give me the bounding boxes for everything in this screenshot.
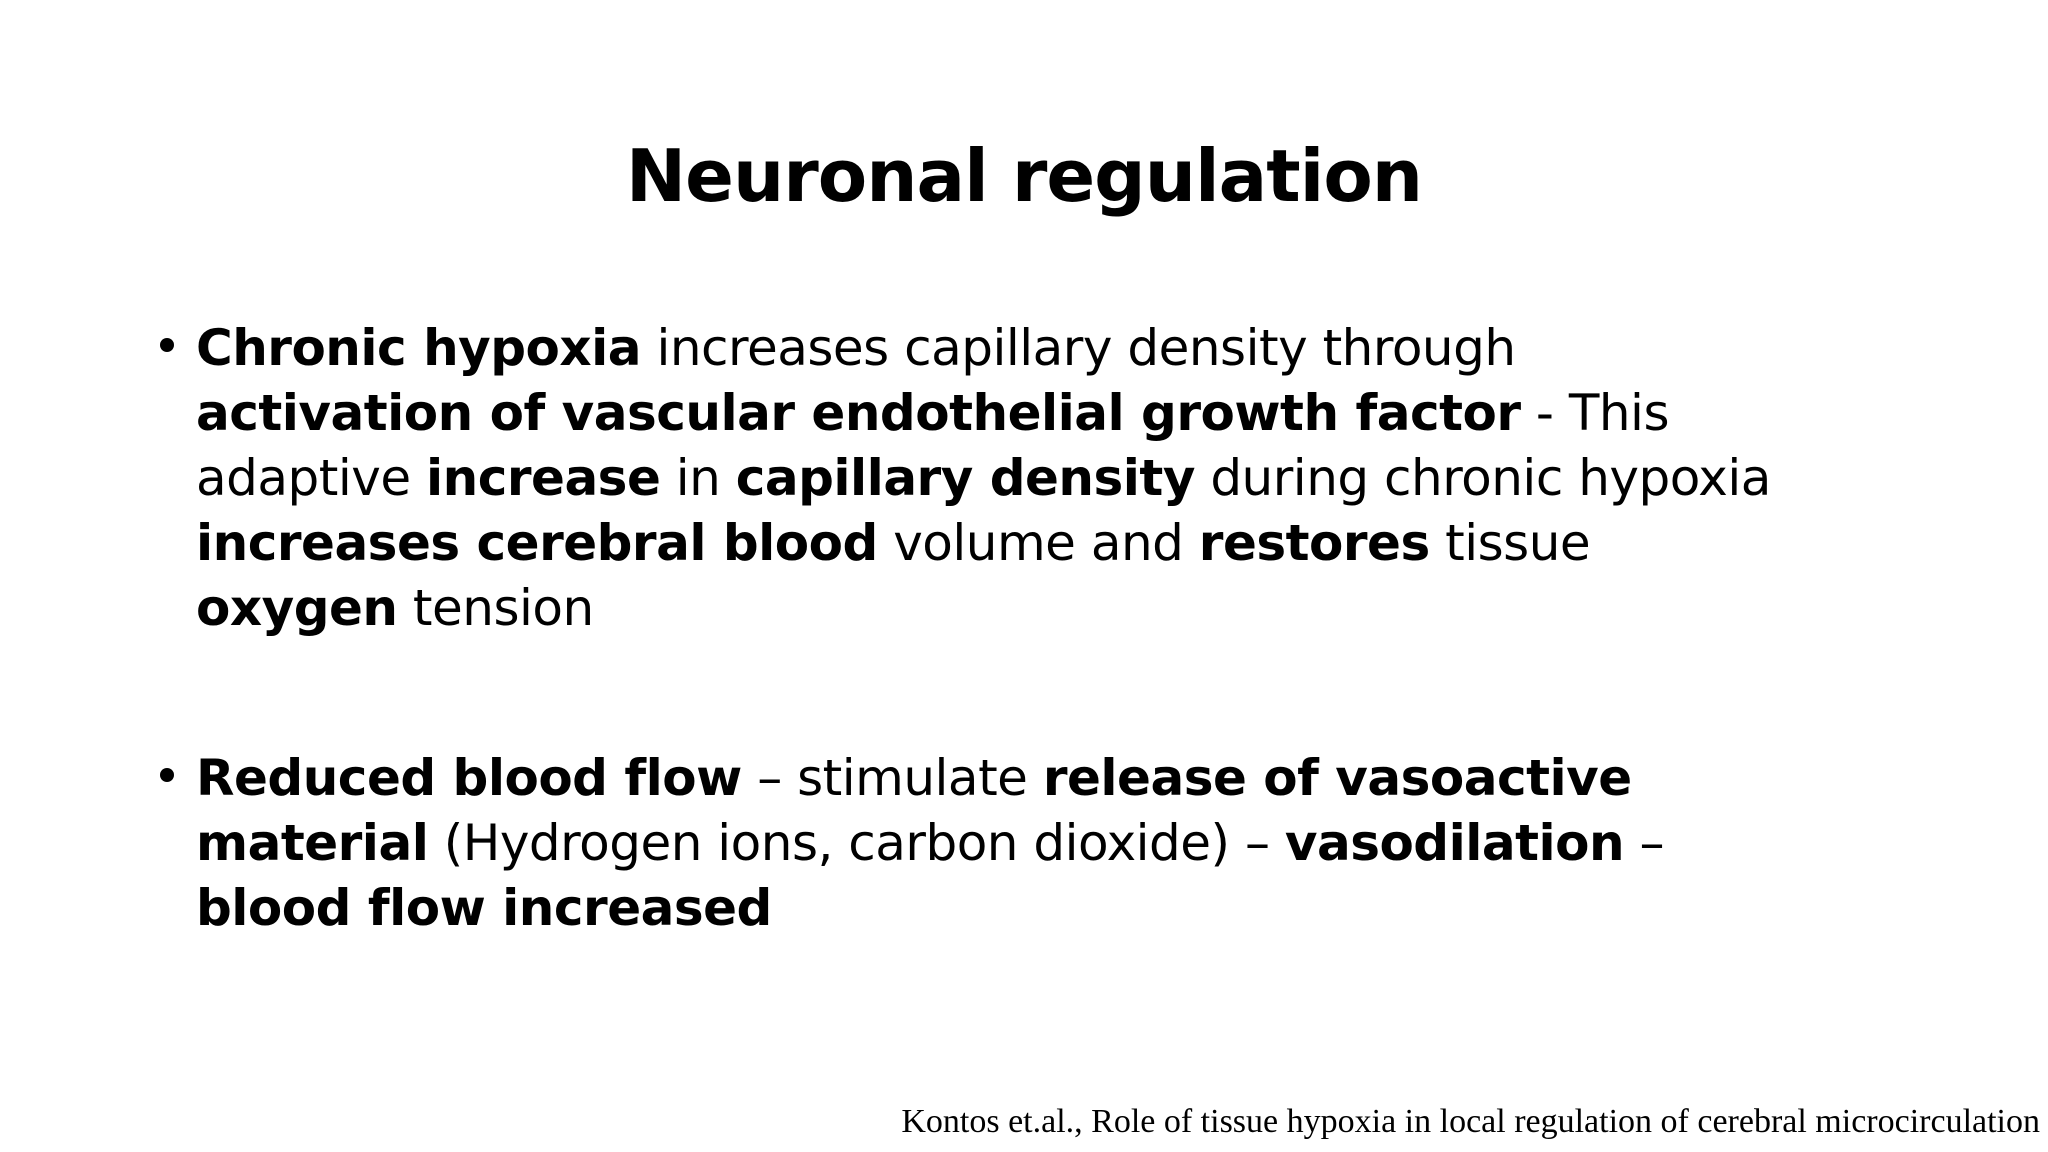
bold-phrase: oxygen <box>196 579 398 637</box>
text-phrase: in <box>660 449 736 507</box>
bold-phrase: increase <box>426 449 661 507</box>
bullet-dot-icon <box>160 338 174 352</box>
bold-phrase: restores <box>1198 514 1430 572</box>
bold-phrase: Chronic hypoxia <box>196 319 642 377</box>
bold-phrase: blood flow increased <box>196 879 772 937</box>
text-phrase: increases capillary density through <box>641 319 1516 377</box>
slide-title: Neuronal regulation <box>625 134 1423 218</box>
text-phrase: tissue <box>1429 514 1591 572</box>
bullet-item-chronic-hypoxia <box>160 316 1800 641</box>
bullet-text <box>196 319 1771 637</box>
text-phrase: - This adaptive <box>196 384 1670 507</box>
text-phrase: – <box>1624 814 1665 872</box>
bold-phrase: vasodilation <box>1284 814 1625 872</box>
text-phrase: – stimulate <box>741 749 1043 807</box>
text-phrase: volume and <box>877 514 1199 572</box>
bold-phrase: Reduced blood flow <box>196 749 742 807</box>
citation: Kontos et.al., Role of tissue hypoxia in local regulation of cerebral microcirculation <box>901 1103 2040 1140</box>
bold-phrase: release of vasoactive material <box>196 749 1632 872</box>
bullet-dot-icon <box>160 768 174 782</box>
bold-phrase: increases cerebral blood <box>196 514 878 572</box>
text-phrase: tension <box>397 579 594 637</box>
text-phrase: (Hydrogen ions, carbon dioxide) – <box>428 814 1285 872</box>
bullet-item-reduced-blood-flow <box>160 746 1800 941</box>
bullet-text <box>196 749 1664 937</box>
bold-phrase: capillary density <box>735 449 1195 507</box>
bullet-list <box>160 316 1800 941</box>
text-phrase: during chronic hypoxia <box>1194 449 1771 507</box>
bold-phrase: activation of vascular endothelial growth factor <box>196 384 1521 442</box>
